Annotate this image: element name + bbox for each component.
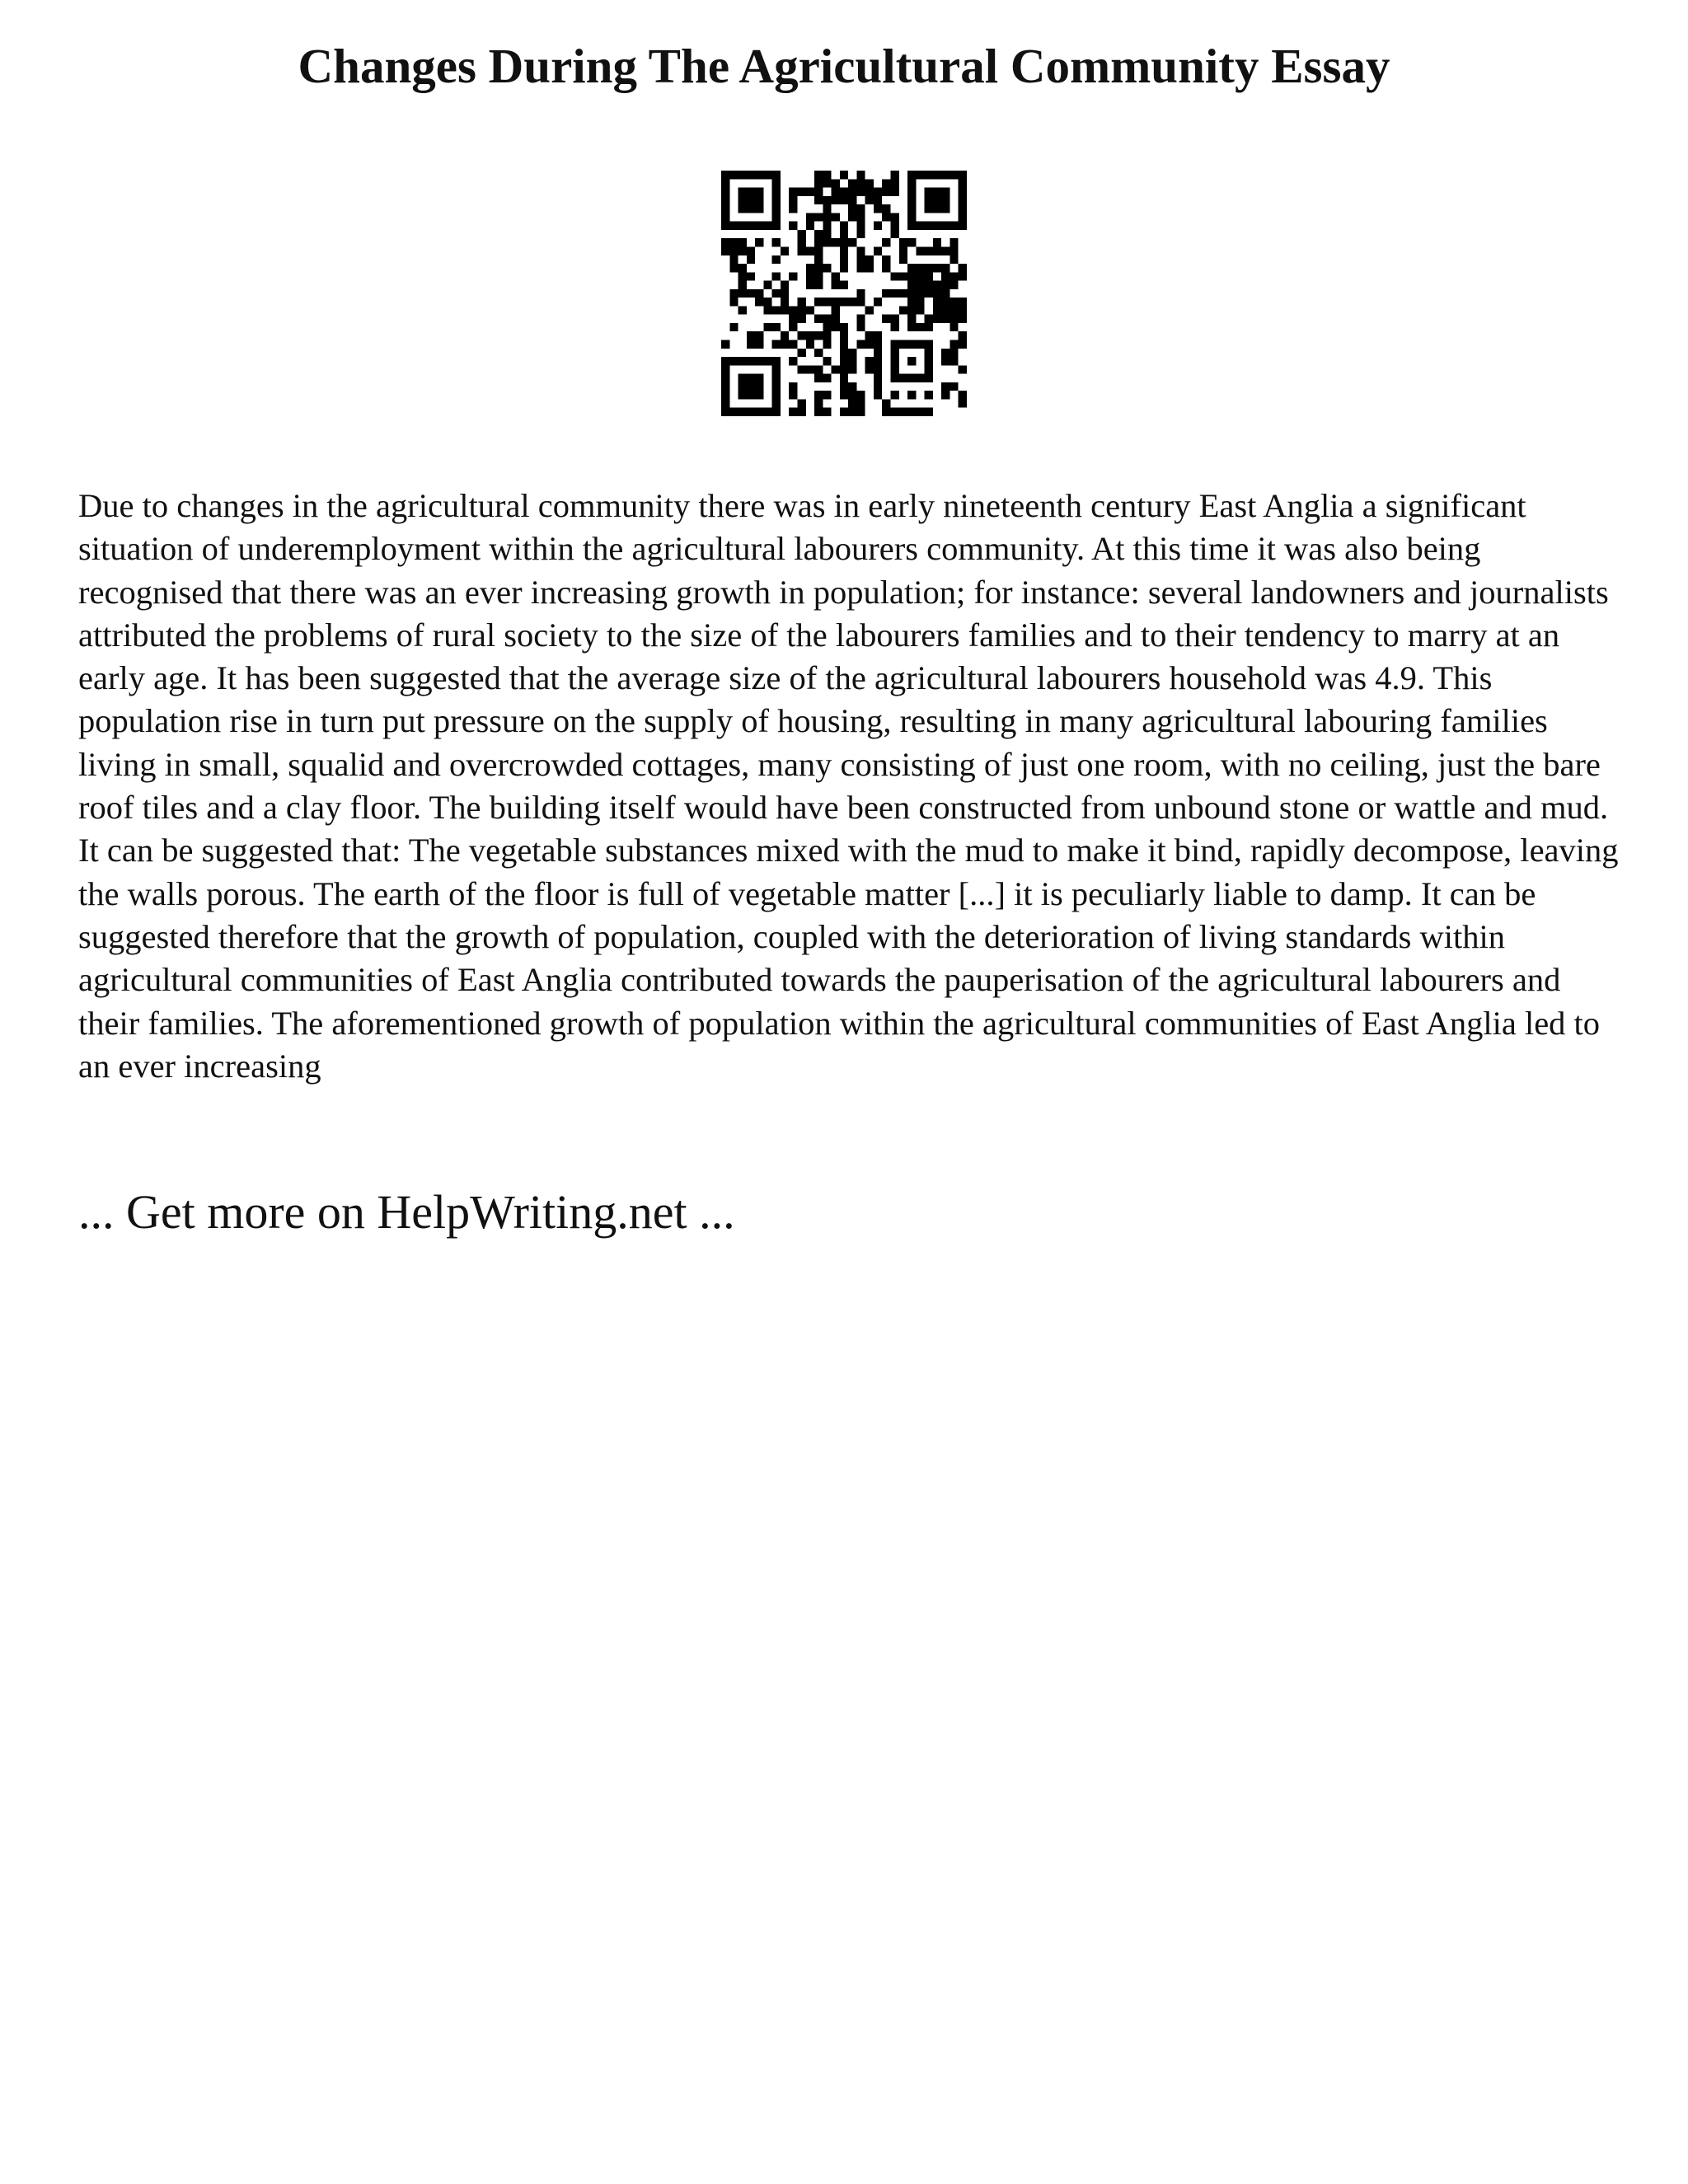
get-more-link[interactable]: ... Get more on HelpWriting.net ... — [78, 1185, 735, 1239]
qr-code-icon[interactable] — [721, 171, 967, 416]
page-title: Changes During The Agricultural Community Essay — [298, 39, 1390, 93]
essay-body-text: Due to changes in the agricultural community there was in early nineteenth century East Anglia a significant situation of underemployment within the agricultural labourers community. At this time it was also being recognised that there was an ever increasing growth in population; for instance: several landowners and journalists attributed the problems of rural society to the size of the labourers families and to their tendency to marry at an early age. It has been suggested that the average size of the agricultural labourers household was 4.9. This population rise in turn put pressure on the supply of housing, resulting in many agricultural labouring families living in small, squalid and overcrowded cottages, many consisting of just one room, with no ceiling, just the bare roof tiles and a clay floor. The building itself would have been constructed from unbound stone or wattle and mud. It can be suggested that: The vegetable substances mixed with the mud to make it bind, rapidly decompose, leaving the walls porous. The earth of the floor is full of vegetable matter [...] it is peculiarly liable to damp. It can be suggested therefore that the growth of population, coupled with the deterioration of living standards within agricultural communities of East Anglia contributed towards the pauperisation of the agricultural labourers and their families. The aforementioned growth of population within the agricultural communities of East Anglia led to an ever increasing — [78, 487, 1619, 1085]
